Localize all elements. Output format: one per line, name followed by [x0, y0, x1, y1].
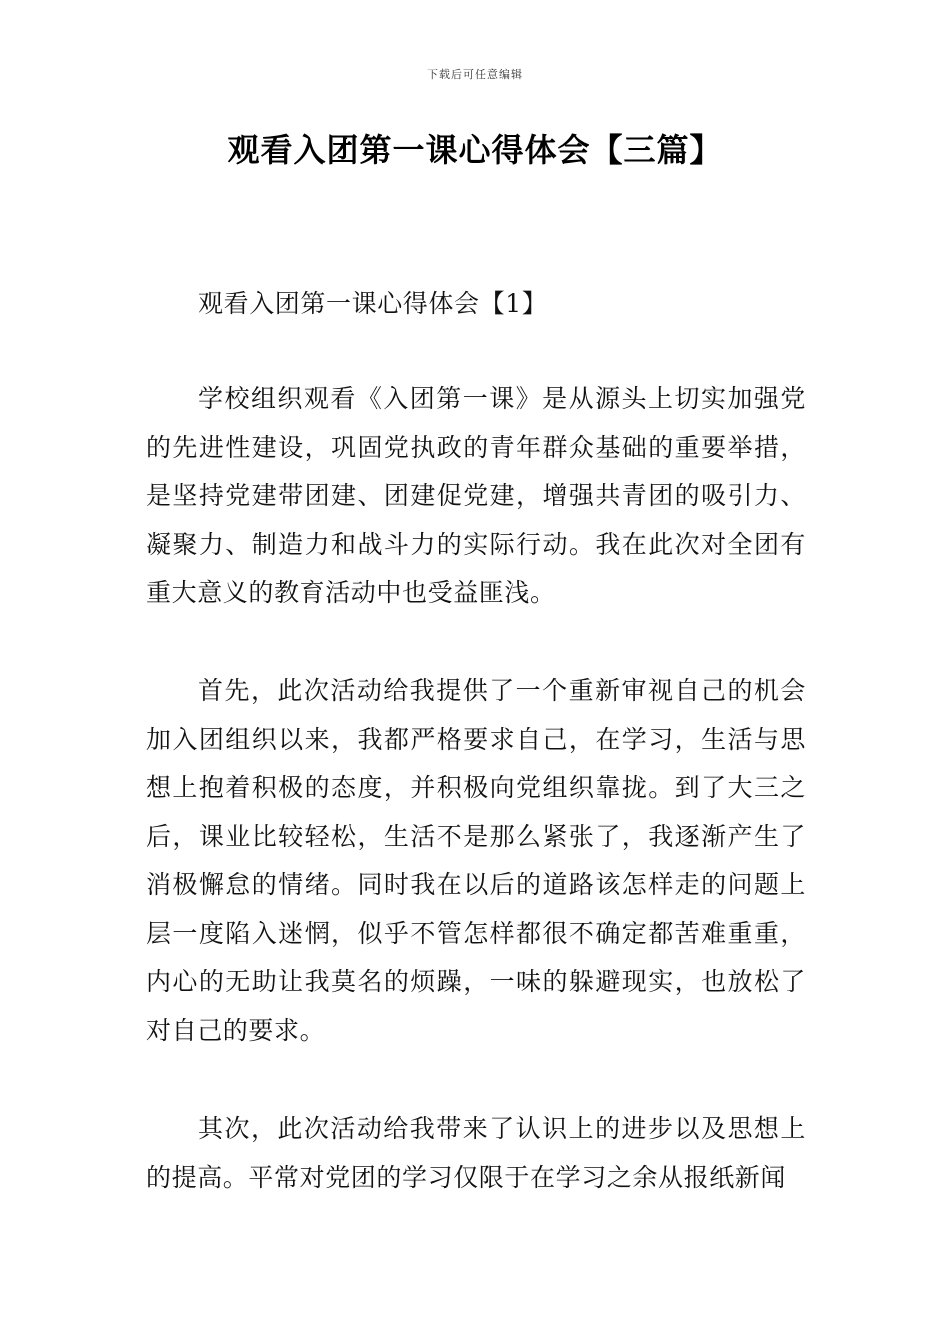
- page-header-note: 下载后可任意编辑: [427, 68, 523, 81]
- paragraph-2: 首先，此次活动给我提供了一个重新审视自己的机会加入团组织以来，我都严格要求自己，在学习，生活与思想上抱着积极的态度，并积极向党组织靠拢。到了大三之后，课业比较轻松，生活不是那么紧张了，我逐渐产生了消极懈怠的情绪。同时我在以后的道路该怎样走的问题上层一度陷入迷惘，似乎不管怎样都很不确定都苦难重重，内心的无助让我莫名的烦躁，一味的躲避现实，也放松了对自己的要求。: [146, 676, 806, 1045]
- paragraph-3: 其次，此次活动给我带来了认识上的进步以及思想上的提高。平常对党团的学习仅限于在学习之余从报纸新闻: [146, 1114, 806, 1192]
- document-title: 观看入团第一课心得体会【三篇】: [227, 131, 723, 169]
- section-heading: 观看入团第一课心得体会【1】: [198, 289, 548, 318]
- paragraph-1: 学校组织观看《入团第一课》是从源头上切实加强党的先进性建设，巩固党执政的青年群众基础的重要举措，是坚持党建带团建、团建促党建，增强共青团的吸引力、凝聚力、制造力和战斗力的实际行动。我在此次对全团有重大意义的教育活动中也受益匪浅。: [146, 384, 806, 607]
